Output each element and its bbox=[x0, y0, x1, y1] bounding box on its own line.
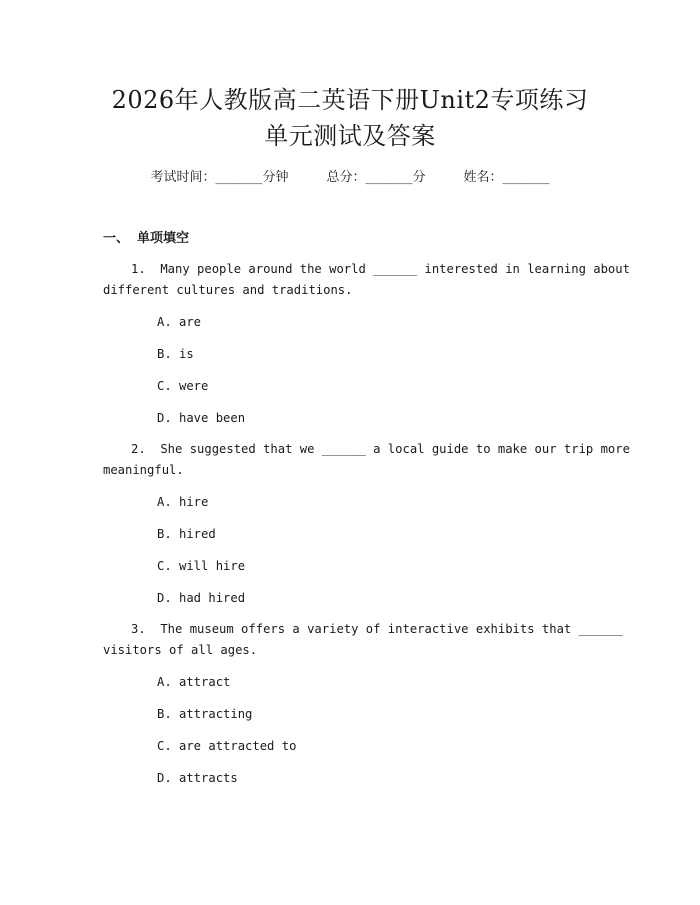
question-3-line-2: visitors of all ages. bbox=[103, 643, 258, 657]
question-3-option-c: C. are attracted to bbox=[157, 739, 297, 753]
exam-time-label: 考试时间：______分钟 bbox=[150, 170, 289, 185]
question-3 bbox=[103, 619, 623, 640]
student-name-label: 姓名：______ bbox=[463, 170, 550, 185]
question-1-continued bbox=[103, 280, 603, 301]
question-2 bbox=[103, 439, 630, 460]
question-3-line-1: 3. The museum offers a variety of interactive exhibits that ______ bbox=[131, 622, 623, 636]
question-2-option-d: D. had hired bbox=[157, 591, 246, 605]
question-2-continued bbox=[103, 460, 603, 481]
document-title-line-2: 单元测试及答案 bbox=[264, 122, 436, 150]
question-1-line-2: different cultures and traditions. bbox=[103, 283, 353, 297]
question-2-option-a: A. hire bbox=[157, 495, 209, 509]
question-1-option-c: C. were bbox=[157, 379, 209, 393]
question-1-option-d: D. have been bbox=[157, 411, 246, 425]
total-score-label: 总分：______分 bbox=[326, 170, 426, 185]
question-2-line-1: 2. She suggested that we ______ a local guide to make our trip more bbox=[131, 442, 630, 456]
question-3-option-b: B. attracting bbox=[157, 707, 253, 721]
section-number: 一、 bbox=[103, 231, 130, 246]
section-title: 单项填空 bbox=[137, 231, 190, 246]
document-title-line-1: 2026年人教版高二英语下册Unit2专项练习 bbox=[111, 86, 589, 114]
question-1-option-a: A. are bbox=[157, 315, 202, 329]
question-3-continued bbox=[103, 640, 603, 661]
question-3-option-a: A. attract bbox=[157, 675, 231, 689]
question-1-option-b: B. is bbox=[157, 347, 194, 361]
question-2-option-b: B. hired bbox=[157, 527, 216, 541]
question-3-option-d: D. attracts bbox=[157, 771, 238, 785]
question-2-option-c: C. will hire bbox=[157, 559, 246, 573]
question-1 bbox=[103, 259, 630, 280]
section-heading bbox=[103, 229, 189, 249]
exam-info-line bbox=[0, 168, 700, 188]
question-1-line-1: 1. Many people around the world ______ interested in learning about bbox=[131, 262, 630, 276]
question-2-line-2: meaningful. bbox=[103, 463, 184, 477]
